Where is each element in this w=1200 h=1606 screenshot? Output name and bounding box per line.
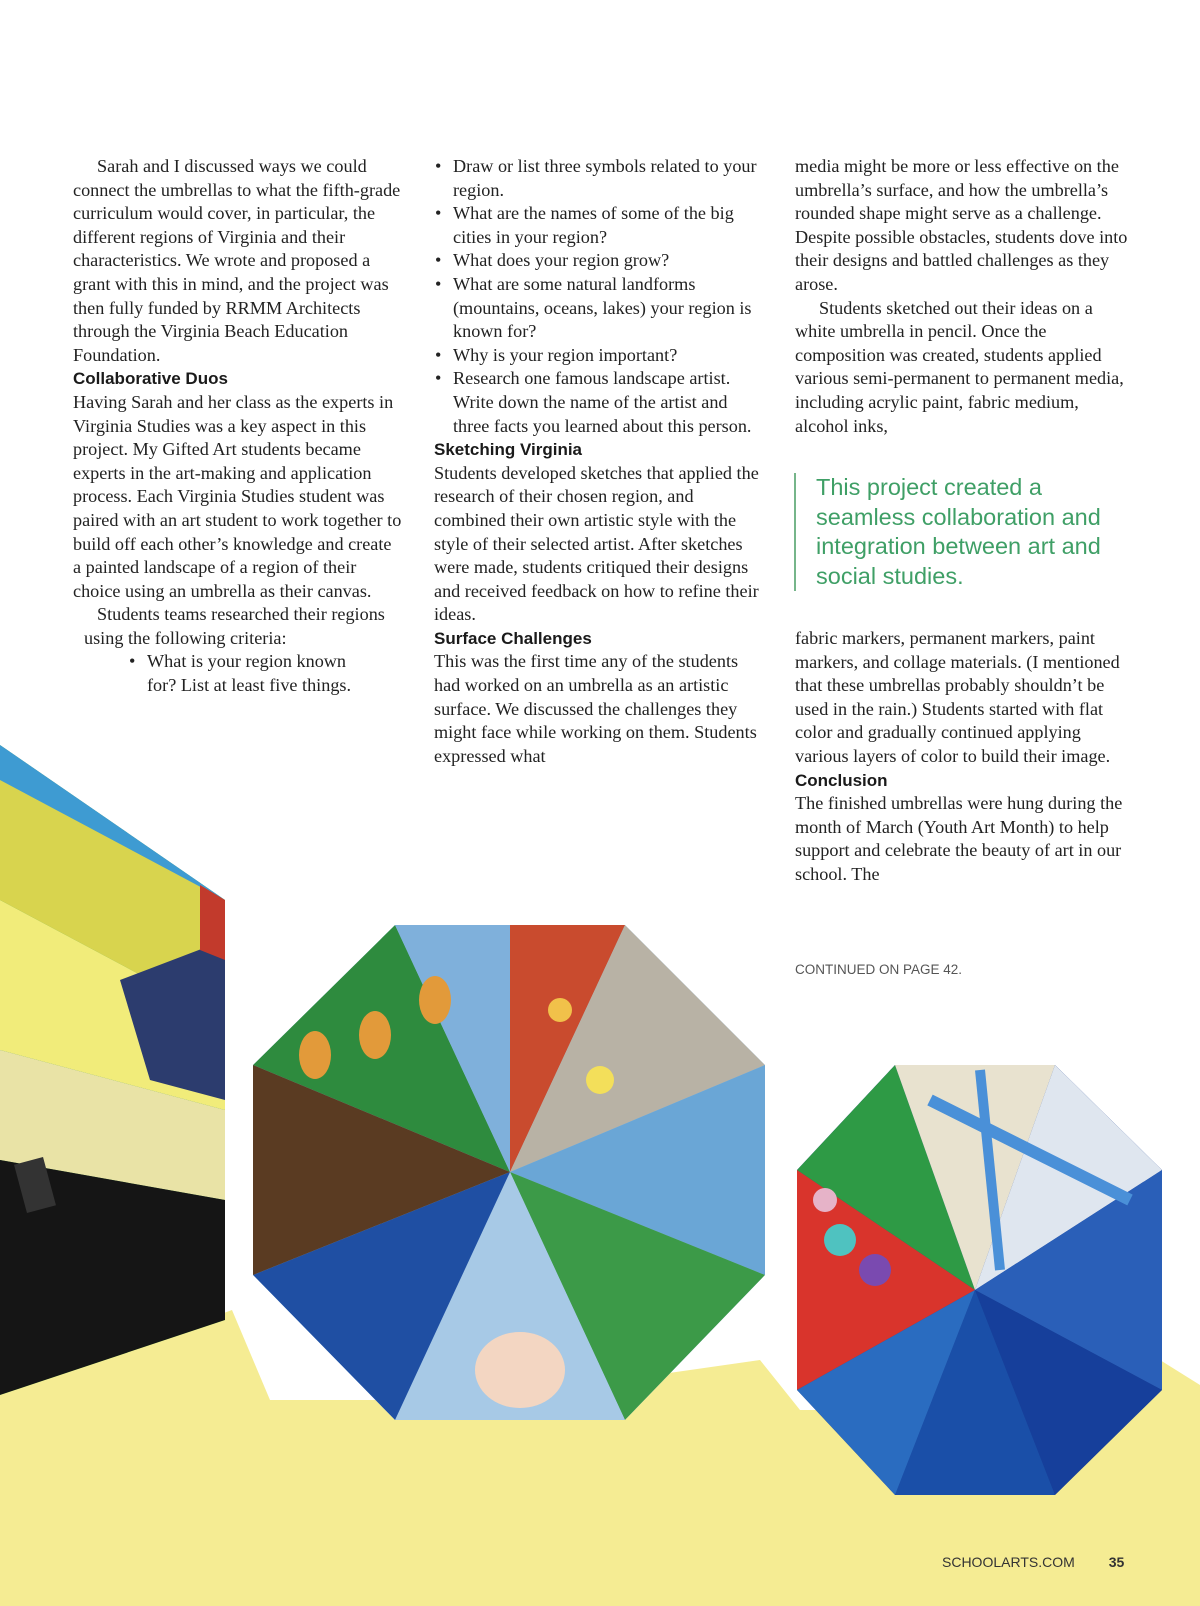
text-column-2 [434,155,764,768]
list-item: • What are some natural landforms (mountains, oceans, lakes) your region is known for? [434,273,764,344]
site-name: SCHOOLARTS.COM [942,1554,1075,1570]
middle-umbrella [250,920,770,1425]
list-item: • Why is your region important? [434,344,764,368]
paragraph: fabric markers, permanent markers, paint markers, and collage materials. (I mentioned that these umbrellas probably shouldn’t be used in the rain.) Students started with flat color and gradually continued applying various layers of color to build their image. [795,628,1120,766]
section-heading-sketching-virginia: Sketching Virginia [434,440,583,460]
paragraph: Having Sarah and her class as the experts in Virginia Studies was a key aspect in this project. My Gifted Art students became experts in the art-making and application process. Each Virginia Studies student was paired with an art student to work together to build off each other’s knowledge and create a painted landscape of a region of their choice using an umbrella as their canvas. [73,391,402,601]
text-column-1 [73,155,403,698]
list-item: • What are the names of some of the big cities in your region? [434,202,764,249]
page-footer [942,1554,1124,1570]
right-umbrella [790,1060,1170,1500]
section-heading-conclusion: Conclusion [795,770,888,790]
list-item: • What is your region known for? List at least five things. [128,650,378,697]
list-item: • Draw or list three symbols related to your region. [434,155,764,202]
text-column-3-bottom [795,627,1135,887]
paragraph: media might be more or less effective on the umbrella’s surface, and how the umbrella’s rounded shape might serve as a challenge. Despite possible obstacles, students dove into their designs and battled challenges as they arose. [795,156,1128,294]
criteria-list [128,650,378,697]
paragraph: Sarah and I discussed ways we could connect the umbrellas to what the fifth-grade curriculum would cover, in particular, the different regions of Virginia and their characteristics. We wrote and proposed a grant with this in mind, and the project was then fully funded by RRMM Architects through the Virginia Beach Education Foundation. [73,156,401,365]
paragraph: This was the first time any of the students had worked on an umbrella as an artistic surface. We discussed the challenges they might face while working on them. Students expressed what [434,651,757,766]
page-number: 35 [1108,1554,1125,1570]
paragraph: Students sketched out their ideas on a white umbrella in pencil. Once the composition was created, students applied various semi-permanent to permanent media, including acrylic paint, fabric medium, alcohol inks, [795,297,1124,436]
left-umbrella [0,745,225,1395]
list-item: • What does your region grow? [434,249,764,273]
paragraph: The finished umbrellas were hung during the month of March (Youth Art Month) to help support and celebrate the beauty of art in our school. The [795,793,1123,884]
paragraph: Students developed sketches that applied the research of their chosen region, and combined their own artistic style with the style of their selected artist. After sketches were made, students critiqued their designs and received feedback on how to refine their ideas. [434,462,759,625]
section-heading-collaborative-duos: Collaborative Duos [73,369,228,389]
text-column-3-top [795,155,1135,438]
paragraph: Students teams researched their regions using the following criteria: [84,604,385,648]
list-item: • Research one famous landscape artist. Write down the name of the artist and three facts you learned about this person. [434,367,764,438]
criteria-list [434,155,764,438]
section-heading-surface-challenges: Surface Challenges [434,628,592,648]
pull-quote: This project created a seamless collaboration and integration between art and social studies. [794,473,1106,591]
continued-note: CONTINUED ON PAGE 42. [795,962,963,977]
